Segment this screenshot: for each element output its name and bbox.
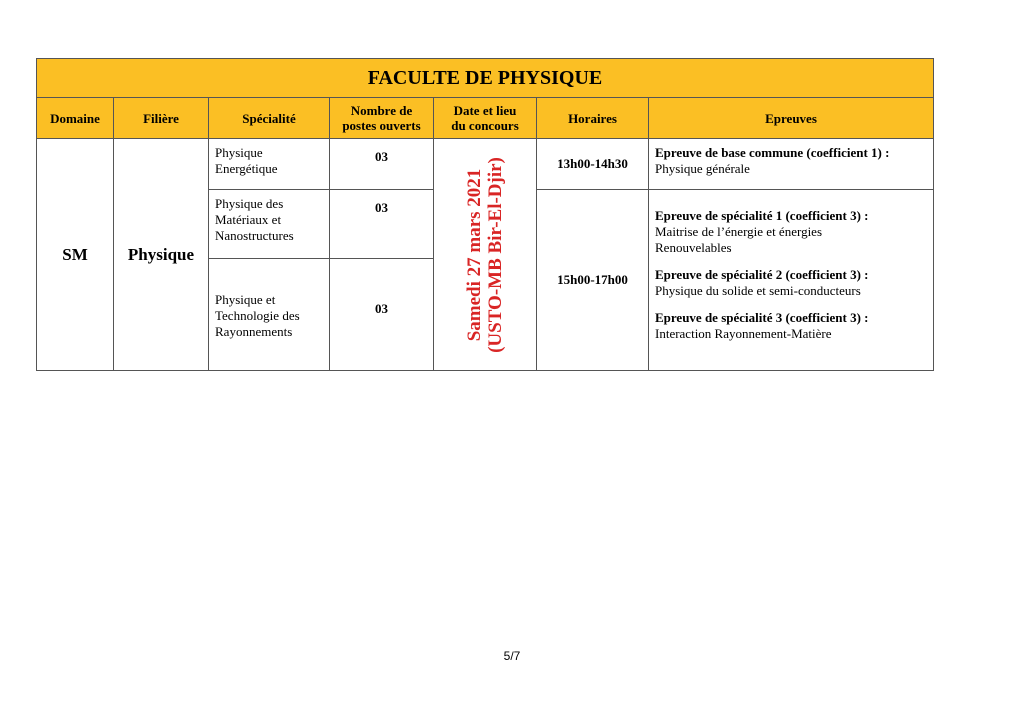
horaire-cell: 13h00-14h30 [537, 139, 649, 190]
domaine-cell: SM [37, 139, 114, 371]
specialite-line: Technologie des [215, 308, 300, 323]
header-specialite: Spécialité [209, 98, 330, 139]
header-domaine: Domaine [37, 98, 114, 139]
epreuve-subject: Physique du solide et semi-conducteurs [655, 283, 861, 298]
epreuve-subject: Interaction Rayonnement-Matière [655, 326, 832, 341]
specialite-cell [209, 139, 330, 190]
epreuve-spec3 [655, 310, 927, 342]
table-row [37, 139, 934, 190]
concours-table [36, 58, 934, 371]
header-date-line2: du concours [451, 118, 519, 133]
postes-cell: 03 [330, 190, 434, 259]
header-postes-line2: postes ouverts [342, 118, 421, 133]
header-filiere: Filière [114, 98, 209, 139]
specialite-line: Physique des [215, 196, 284, 211]
epreuve-title: Epreuve de base commune (coefficient 1) : [655, 145, 890, 160]
specialite-line: Rayonnements [215, 324, 293, 339]
specialite-cell [209, 190, 330, 259]
date-cell [434, 139, 537, 371]
faculty-title: FACULTE DE PHYSIQUE [37, 59, 934, 98]
epreuve-title: Epreuve de spécialité 2 (coefficient 3) : [655, 267, 869, 282]
postes-cell: 03 [330, 259, 434, 371]
epreuve-title: Epreuve de spécialité 3 (coefficient 3) : [655, 310, 869, 325]
header-horaires: Horaires [537, 98, 649, 139]
epreuve-base-cell [649, 139, 934, 190]
epreuve-spec2 [655, 267, 927, 299]
epreuve-title: Epreuve de spécialité 1 (coefficient 3) : [655, 208, 869, 223]
epreuve-spec1 [655, 208, 927, 256]
epreuve-subject: Physique générale [655, 161, 750, 176]
filiere-cell: Physique [114, 139, 209, 371]
epreuve-subject: Maitrise de l’énergie et énergies [655, 224, 823, 239]
epreuves-specialite-cell [649, 190, 934, 371]
header-postes [330, 98, 434, 139]
date-line: Samedi 27 mars 2021 [464, 168, 485, 341]
specialite-line: Energétique [215, 161, 278, 176]
specialite-line: Nanostructures [215, 228, 294, 243]
header-date [434, 98, 537, 139]
page-number: 5/7 [503, 649, 521, 663]
specialite-line: Physique [215, 145, 263, 160]
postes-cell: 03 [330, 139, 434, 190]
specialite-line: Physique et [215, 292, 276, 307]
date-lieu-text [464, 157, 506, 353]
header-epreuves: Epreuves [649, 98, 934, 139]
lieu-line: (USTO-MB Bir-El-Djir) [485, 156, 506, 353]
header-postes-line1: Nombre de [350, 103, 413, 118]
header-date-line1: Date et lieu [453, 103, 517, 118]
horaire-cell: 15h00-17h00 [537, 190, 649, 371]
specialite-line: Matériaux et [215, 212, 282, 227]
epreuve-subject: Renouvelables [655, 240, 732, 255]
specialite-cell [209, 259, 330, 371]
